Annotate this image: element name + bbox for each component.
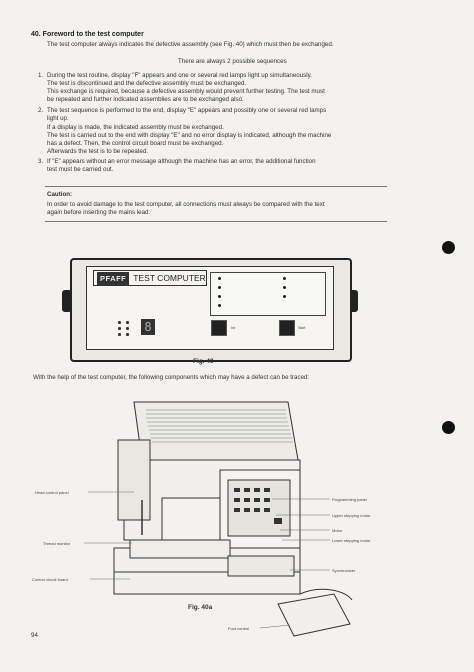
panel-key: [264, 488, 270, 492]
intro-text: The test computer always indicates the defective assembly (see Fig. 40) which must then be exchanged.: [47, 41, 334, 48]
item-line: test must be carried out.: [47, 166, 114, 173]
label-control-circuit-board: Control circuit board: [32, 577, 68, 582]
item-number: 3.: [38, 158, 44, 165]
int-button-label: Int: [231, 326, 235, 330]
panel-key: [254, 488, 260, 492]
item-line: If "E" appears without an error message although the machine has an error, the additional function: [47, 158, 316, 165]
figure-caption: Fig. 40a: [188, 604, 213, 611]
item-line: The test is discontinued and the defective assembly must be exchanged.: [47, 80, 247, 87]
panel-key: [254, 508, 260, 512]
panel-key: [244, 498, 250, 502]
start-button-label: Start: [298, 326, 306, 330]
sequences-line: There are always 2 possible sequences: [178, 58, 287, 65]
traced-components-text: With the help of the test computer, the following components which may have a defect can be traced:: [33, 374, 310, 381]
foot-control: [278, 594, 350, 636]
item-line: If a display is made, the indicated assembly must be exchanged.: [47, 124, 224, 131]
panel-key: [234, 498, 240, 502]
item-number: 1.: [38, 72, 44, 79]
item-line: Afterwards the test is to be repeated.: [47, 148, 149, 155]
panel-key: [244, 488, 250, 492]
caution-title: Caution:: [47, 191, 73, 198]
item-line: has a defect. Then, the control circuit board must be exchanged.: [47, 140, 224, 147]
panel-key: [264, 498, 270, 502]
page-number: 94: [31, 632, 38, 639]
caution-line: In order to avoid damage to the test computer, all connections must always be compared with the text: [47, 201, 325, 208]
panel-key: [234, 488, 240, 492]
figure-caption: Fig. 40: [193, 358, 214, 365]
item-line: The test is carried out to the end with display "E" and no error display is indicated, although the machine: [47, 132, 332, 139]
synchronizer-housing: [228, 556, 294, 576]
item-line: be repeated and further indicated assemblies are to be exchanged also.: [47, 96, 244, 103]
caution-line: again before inserting the mains lead.: [47, 209, 151, 216]
label-upper-stepping-motor: Upper stepping motor: [332, 513, 371, 518]
label-synchronizer: Synchronizer: [332, 568, 356, 573]
brand-logo: PFAFF: [97, 272, 129, 286]
label-head-control-panel: Head control panel: [35, 490, 69, 495]
label-thread-monitor: Thread monitor: [43, 541, 71, 546]
item-line: This exchange is required, because a defective assembly would prevent further testing. The test must: [47, 88, 325, 95]
panel-key: [274, 518, 282, 524]
label-foot-control: Foot control: [228, 626, 250, 631]
label-lower-stepping-motor: Lower stepping motor: [332, 538, 371, 543]
machine-lid: [134, 402, 298, 460]
device-name: TEST COMPUTER: [133, 273, 206, 283]
machine-bed: [130, 540, 230, 558]
panel-key: [264, 508, 270, 512]
item-number: 2.: [38, 107, 44, 114]
seven-segment-display: 8: [141, 319, 155, 335]
item-line: The test sequence is performed to the end, display "E" appears and possibly one or several red lamps: [47, 107, 327, 114]
item-line: During the test routine, display "F" appears and one or several red lamps light up simultaneously.: [47, 72, 312, 79]
label-programming-panel: Programming panel: [332, 497, 367, 502]
machine-head: [118, 440, 150, 520]
panel-key: [244, 508, 250, 512]
section-heading: 40. Foreword to the test computer: [31, 31, 144, 38]
leader-line: [260, 625, 290, 628]
item-line: light up.: [47, 115, 69, 122]
label-motor: Motor: [332, 528, 343, 533]
panel-key: [254, 498, 260, 502]
panel-key: [234, 508, 240, 512]
